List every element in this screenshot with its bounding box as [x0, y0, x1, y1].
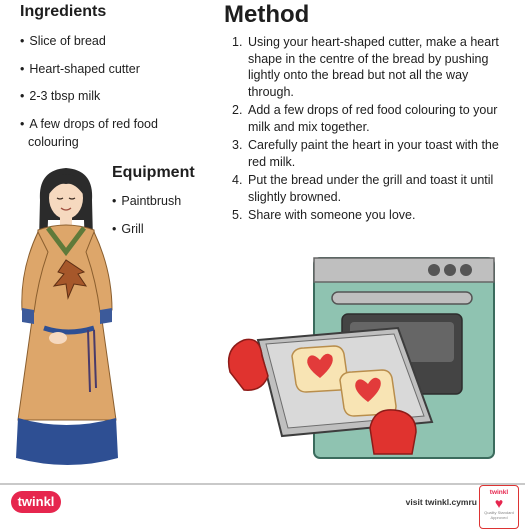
- woman-illustration: [8, 160, 128, 480]
- twinkl-logo[interactable]: twinkl: [11, 491, 61, 513]
- method-title: Method: [224, 1, 310, 28]
- badge-brand: twinkl: [489, 489, 509, 496]
- footer-divider: [0, 483, 525, 485]
- list-item: • Heart-shaped cutter: [20, 60, 200, 78]
- method-step: 5. Share with someone you love.: [232, 208, 416, 222]
- method-step: 1. Using your heart-shaped cutter, make a heart shape in the centre of the bread by pushing lightly onto the bread but not all the way through.: [232, 35, 499, 99]
- ingredients-list: [20, 32, 200, 160]
- method-step: 4. Put the bread under the grill and toast it until slightly browned.: [232, 173, 494, 204]
- list-item: • Slice of bread: [20, 32, 200, 50]
- heart-icon: ♥: [494, 495, 504, 511]
- method-steps: [232, 34, 517, 226]
- list-item: • Grill: [112, 220, 181, 238]
- badge-text: Quality Standard Approved: [484, 510, 514, 520]
- list-item: • Paintbrush: [112, 192, 181, 210]
- equipment-title: Equipment: [112, 164, 195, 181]
- visit-link[interactable]: visit twinkl.cymru: [405, 497, 477, 507]
- list-item: • 2-3 tbsp milk: [20, 87, 200, 105]
- list-item: • A few drops of red food colouring: [20, 115, 200, 151]
- method-step: 2. Add a few drops of red food colouring to your milk and mix together.: [232, 103, 498, 134]
- oven-toast-illustration: [222, 252, 504, 464]
- method-step: 3. Carefully paint the heart in your toast with the red milk.: [232, 138, 499, 169]
- ingredients-title: Ingredients: [20, 3, 107, 20]
- quality-badge: [479, 485, 519, 529]
